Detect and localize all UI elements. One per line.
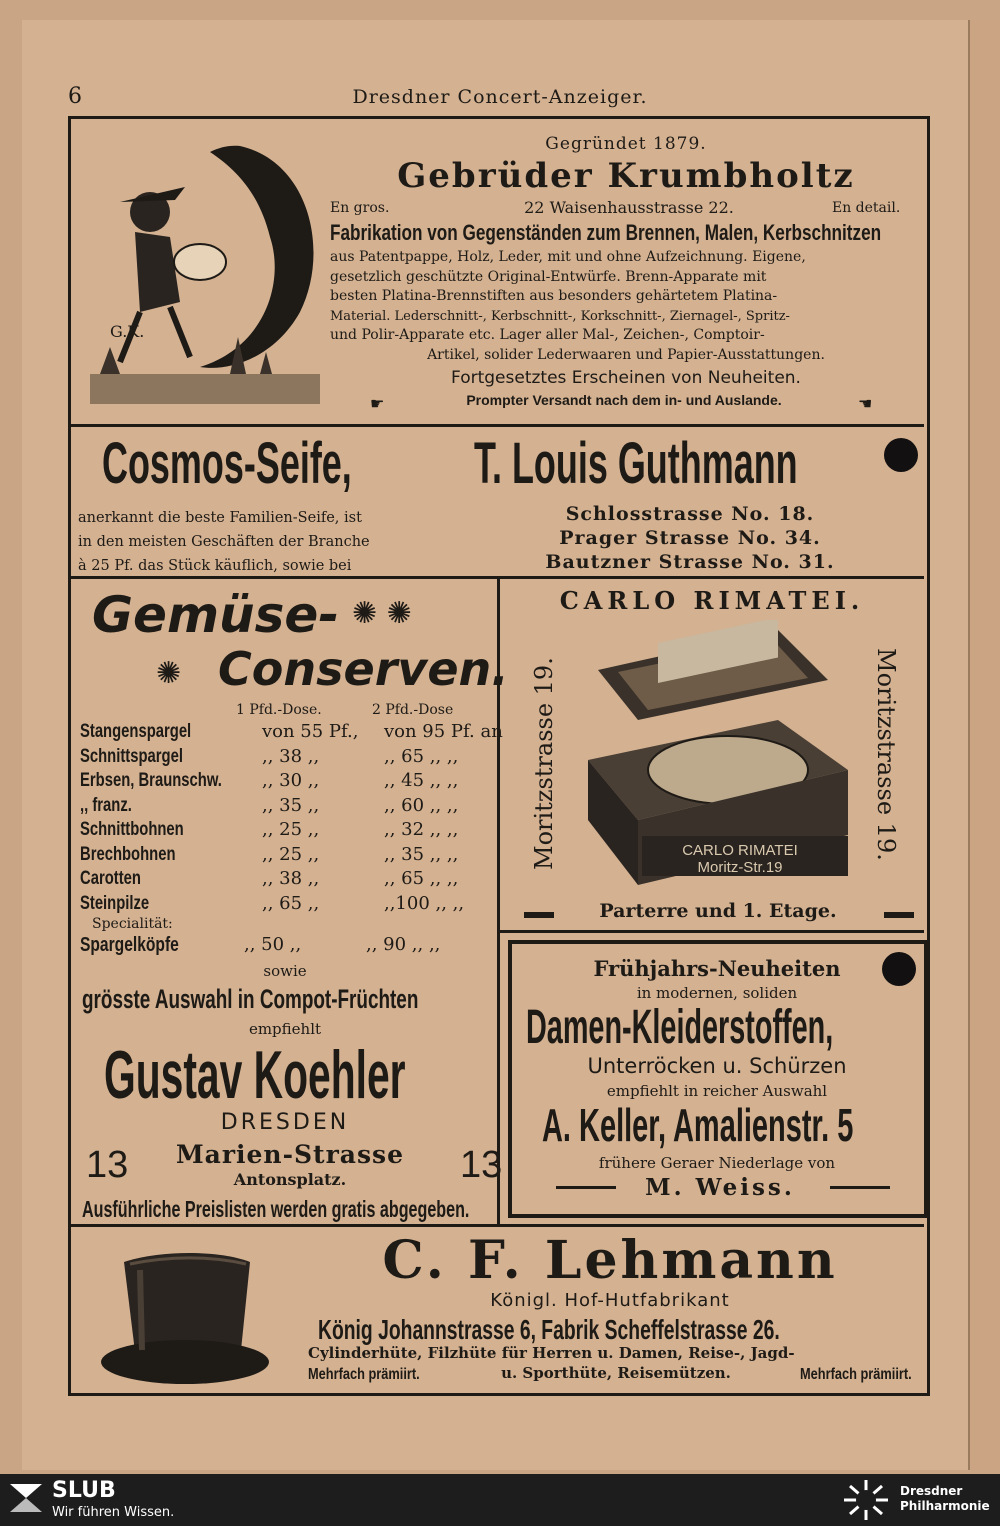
philharmonie-name[interactable]: Dresdner Philharmonie <box>900 1484 990 1513</box>
price-2pfd: ,, 32 ,, ,, <box>383 819 459 840</box>
also-text: sowie <box>263 962 307 980</box>
box-label: CARLO RIMATEI Moritz-Str.19 <box>682 842 798 876</box>
lehmann-title: Königl. Hof-Hutfabrikant <box>490 1290 730 1311</box>
price-2pfd: ,, 65 ,, ,, <box>383 745 459 767</box>
price-1pfd: ,, 38 ,, <box>261 868 320 889</box>
price-table <box>80 720 510 916</box>
house-number-left: 13 <box>86 1144 129 1186</box>
pricelists-line: Ausführliche Preislisten werden gratis abgegeben. <box>82 1196 470 1222</box>
price-1pfd: ,, 25 ,, <box>261 843 320 865</box>
lehmann-line2: u. Sporthüte, Reisemützen. <box>501 1364 731 1382</box>
table-row <box>80 794 510 819</box>
table-row <box>80 818 510 843</box>
speciality-label: Specialität: <box>92 916 173 932</box>
ornament-icon: ✺ ✺ <box>352 596 412 631</box>
keller-headline: Frühjahrs-Neuheiten <box>593 956 841 981</box>
price-item: ,, franz. <box>80 794 132 816</box>
price-2pfd: von 95 Pf. an <box>383 721 503 742</box>
cosmos-soap-title: Cosmos-Seife, <box>102 431 352 496</box>
rule-right <box>884 912 914 918</box>
price-item: Carotten <box>80 868 141 889</box>
slub-logo-icon <box>10 1484 42 1512</box>
table-row <box>80 720 510 745</box>
price-item: Brechbohnen <box>80 843 176 865</box>
page-number: 6 <box>68 84 82 109</box>
rule-left <box>556 1186 616 1189</box>
rimatei-street-right: Moritzstrasse 19. <box>872 648 900 861</box>
koehler-recommends: empfiehlt <box>248 1020 322 1038</box>
table-row <box>80 745 510 770</box>
price-2pfd: ,,100 ,, ,, <box>383 892 465 914</box>
weiss-name: M. Weiss. <box>645 1174 795 1201</box>
speciality-row: Spargelköpfe ,, 50 ,, ,, 90 ,, ,, <box>80 934 441 956</box>
award-left: Mehrfach prämiirt. <box>308 1366 420 1383</box>
price-2pfd: ,, 60 ,, ,, <box>383 794 459 816</box>
price-1pfd: ,, 65 ,, <box>261 892 320 914</box>
keller-sub: in modernen, soliden <box>636 984 798 1002</box>
table-row <box>80 892 510 917</box>
lehmann-line1: Cylinderhüte, Filzhüte für Herren u. Damen, Reise-, Jagd- <box>308 1344 795 1362</box>
guthmann-title: T. Louis Guthmann <box>474 431 798 496</box>
price-col-2-header: 2 Pfd.-Dose <box>372 702 454 718</box>
divider-1 <box>70 424 924 427</box>
rimatei-floors: Parterre und 1. Etage. <box>599 900 837 922</box>
punch-hole <box>882 952 916 986</box>
svg-text:G.K.: G.K. <box>110 322 145 341</box>
table-row <box>80 769 510 794</box>
library-footer <box>0 1474 1000 1526</box>
divider-4 <box>70 1224 924 1227</box>
krumbholtz-body: aus Patentpappe, Holz, Leder, mit und ohne Aufzeichnung. Eigene, gesetzlich geschützte Original-Entwürfe. Brenn-Apparate mit besten Platina-Brennstiften aus besonders gehärtetem Platina- Material. Lederschnitt-, Kerbschnitt-, Korkschnitt-, Ziernagel-, Spritz- und Polir-Apparate etc. Lager aller Mal-, Zeichen-, Comptoir- Artikel, solider Lederwaaren und Papier-Ausstattungen. <box>330 249 825 363</box>
award-right: Mehrfach prämiirt. <box>800 1366 912 1383</box>
keller-recommends: empfiehlt in reicher Auswahl <box>606 1082 828 1100</box>
price-1pfd: ,, 35 ,, <box>261 794 320 816</box>
cosmos-text: anerkannt die beste Familien-Seife, ist in den meisten Geschäften der Branche à 25 Pf. das Stück käuflich, sowie bei <box>78 510 370 574</box>
rule-right <box>830 1186 890 1189</box>
keller-items: Unterröcken u. Schürzen <box>587 1054 847 1078</box>
pointing-hand-left-icon: ☛ <box>370 394 385 413</box>
top-hat-illustration <box>100 1250 270 1390</box>
slub-tagline: Wir führen Wissen. <box>52 1505 175 1520</box>
ornament-icon: ✺ <box>156 656 182 691</box>
price-item: Schnittspargel <box>80 745 183 767</box>
rimatei-street-left: Moritzstrasse 19. <box>530 657 558 870</box>
krumbholtz-address: 22 Waisenhausstrasse 22. <box>524 198 734 217</box>
koehler-name: Gustav Koehler <box>104 1037 406 1113</box>
shipping-line: Prompter Versandt nach dem in- und Auslande. <box>466 392 782 408</box>
koehler-square: Antonsplatz. <box>233 1170 347 1189</box>
divider-3 <box>500 930 924 933</box>
price-item: Stangenspargel <box>80 721 192 742</box>
price-2pfd: ,, 65 ,, ,, <box>383 868 459 889</box>
keller-name: A. Keller, Amalienstr. 5 <box>542 1099 854 1151</box>
moon-painter-illustration <box>90 142 330 412</box>
price-2pfd: ,, 45 ,, ,, <box>383 770 459 791</box>
price-1pfd: von 55 Pf., <box>261 721 359 742</box>
novelties-line: Fortgesetztes Erscheinen von Neuheiten. <box>451 368 801 388</box>
koehler-city: DRESDEN <box>220 1110 350 1135</box>
next-page-edge <box>968 20 1000 1470</box>
guthmann-addresses: Schlosstrasse No. 18. Prager Strasse No. 34. Bautzner Strasse No. 31. <box>545 503 835 573</box>
price-item: Schnittbohnen <box>80 819 184 840</box>
punch-hole <box>884 438 918 472</box>
price-2pfd: ,, 35 ,, ,, <box>383 843 459 865</box>
lehmann-address: König Johannstrasse 6, Fabrik Scheffelstrasse 26. <box>318 1314 780 1345</box>
keller-fabrics: Damen-Kleiderstoffen, <box>526 1001 834 1054</box>
page-title: Dresdner Concert-Anzeiger. <box>352 86 648 108</box>
krumbholtz-headline: Fabrikation von Gegenständen zum Brennen, Malen, Kerbschnitzen <box>330 220 882 245</box>
table-row <box>80 843 510 868</box>
philharmonie-logo-icon <box>842 1478 890 1522</box>
price-1pfd: ,, 30 ,, <box>261 770 320 791</box>
slub-brand[interactable]: SLUB <box>52 1478 116 1503</box>
price-1pfd: ,, 25 ,, <box>261 819 320 840</box>
krumbholtz-founded: Gegründet 1879. <box>545 134 707 154</box>
price-item: Steinpilze <box>80 892 150 914</box>
keller-former: frühere Geraer Niederlage von <box>598 1154 836 1172</box>
price-col-1-header: 1 Pfd.-Dose. <box>236 702 322 718</box>
house-number-right: 13 <box>460 1144 503 1186</box>
rule-left <box>524 912 554 918</box>
wholesale-label: En gros. <box>330 200 390 216</box>
krumbholtz-name: Gebrüder Krumbholtz <box>397 156 855 196</box>
gemuese-title: Gemüse- <box>92 586 340 644</box>
table-row <box>80 867 510 892</box>
lehmann-name: C. F. Lehmann <box>382 1230 838 1291</box>
compot-line: grösste Auswahl in Compot-Früchten <box>82 984 419 1014</box>
rimatei-name: CARLO RIMATEI. <box>559 586 865 615</box>
price-item: Erbsen, Braunschw. <box>80 770 222 791</box>
retail-label: En detail. <box>832 200 901 216</box>
pointing-hand-right-icon: ☚ <box>858 394 873 413</box>
conserven-title: Conserven. <box>218 642 509 696</box>
koehler-street: Marien-Strasse <box>175 1140 405 1169</box>
price-1pfd: ,, 38 ,, <box>261 745 320 767</box>
krumbholtz-ad <box>74 120 922 424</box>
